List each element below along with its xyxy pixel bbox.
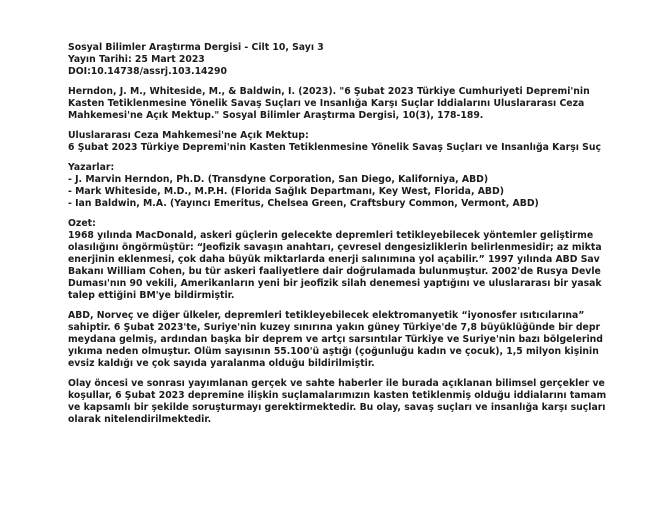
abstract-line: enerjinin eklenmesi, çok daha büyük miktarlarda enerji salınımına yol açabilir.” 1997 yılında ABD Sav	[68, 254, 600, 265]
abstract-line: Duması'nın 90 vekili, Amerikanların yeni bir jeofizik silah denemesi yaptığını ve uluslararası bir yasak	[68, 278, 602, 289]
abstract-heading: Özet:	[68, 218, 96, 229]
abstract-paragraph-3	[68, 378, 650, 426]
citation-line: Herndon, J. M., Whiteside, M., & Baldwin, I. (2023). "6 Şubat 2023 Türkiye Cumhuriyeti Depremi'nin	[68, 86, 590, 97]
article-abstract-document	[68, 42, 650, 434]
citation-line: Mahkemesi'ne Açık Mektup." Sosyal Bilimler Araştırma Dergisi, 10(3), 178-189.	[68, 110, 484, 121]
abstract-paragraph-1	[68, 218, 650, 302]
open-letter-title	[68, 130, 650, 154]
journal-header	[68, 42, 650, 78]
author-item: - Ian Baldwin, M.A. (Yayıncı Emeritus, Chelsea Green, Craftsbury Common, Vermont, ABD)	[68, 198, 539, 209]
citation-line: Kasten Tetiklenmesine Yönelik Savaş Suçları ve İnsanlığa Karşı Suçlar İddialarını Uluslararası Ceza	[68, 98, 585, 109]
abstract-line: 1968 yılında MacDonald, askeri güçlerin gelecekte depremleri tetikleyebilecek yöntemler geliştirme	[68, 230, 594, 241]
open-letter-heading: Uluslararası Ceza Mahkemesi'ne Açık Mektup:	[68, 130, 309, 141]
abstract-line: meydana gelmiş, ardından başka bir deprem ve artçı sarsıntılar Türkiye ve Suriye'nin bazı bölgelerind	[68, 334, 603, 345]
abstract-line: yıkıma neden olmuştur. Ölüm sayısının 55.100'ü aştığı (çoğunluğu kadın ve çocuk), 1,5 milyon kişinin	[68, 346, 599, 357]
abstract-line: Bakanı William Cohen, bu tür askeri faaliyetlere dair doğrulamada bulunmuştur. 2002'de Rusya Devle	[68, 266, 601, 277]
authors-heading: Yazarlar:	[68, 162, 115, 173]
open-letter-subtitle: 6 Şubat 2023 Türkiye Depremi'nin Kasten Tetiklenmesine Yönelik Savaş Suçları ve İnsanlığa Karşı Suç	[68, 142, 601, 153]
abstract-line: sahiptir. 6 Şubat 2023'te, Suriye'nin kuzey sınırına yakın güney Türkiye'de 7,8 büyüklüğünde bir depr	[68, 322, 601, 333]
abstract-line: koşullar, 6 Şubat 2023 depremine ilişkin suçlamalarımızın kasten tetiklenmiş olduğu iddialarını tamam	[68, 390, 607, 401]
abstract-line: olasılığını öngörmüştür: “Jeofizik savaşın anahtarı, çevresel dengesizliklerin belirlenmesidir; az mikta	[68, 242, 602, 253]
doi: DOI:10.14738/assrj.103.14290	[68, 66, 227, 77]
abstract-paragraph-2	[68, 310, 650, 370]
abstract-line: evsiz kaldığı ve çok sayıda yaralanma olduğu bildirilmiştir.	[68, 358, 375, 369]
author-item: - J. Marvin Herndon, Ph.D. (Transdyne Corporation, San Diego, Kaliforniya, ABD)	[68, 174, 489, 185]
citation	[68, 86, 650, 122]
abstract-line: ABD, Norveç ve diğer ülkeler, depremleri tetikleyebilecek elektromanyetik “iyonosfer ısıtıcılarına”	[68, 310, 585, 321]
abstract-line: Olay öncesi ve sonrası yayımlanan gerçek ve sahte haberler ile burada açıklanan bilimsel gerçekler ve	[68, 378, 605, 389]
authors-section	[68, 162, 650, 210]
author-item: - Mark Whiteside, M.D., M.P.H. (Florida Sağlık Departmanı, Key West, Florida, ABD)	[68, 186, 504, 197]
abstract-line: talep ettiğini BM'ye bildirmiştir.	[68, 290, 235, 301]
journal-title: Sosyal Bilimler Araştırma Dergisi - Cilt 10, Sayı 3	[68, 42, 324, 53]
publish-date: Yayın Tarihi: 25 Mart 2023	[68, 54, 205, 65]
abstract-line: ve kapsamlı bir şekilde soruşturmayı gerektirmektedir. Bu olay, savaş suçları ve insanlığa karşı suçları	[68, 402, 606, 413]
abstract-line: olarak nitelendirilmektedir.	[68, 414, 212, 425]
